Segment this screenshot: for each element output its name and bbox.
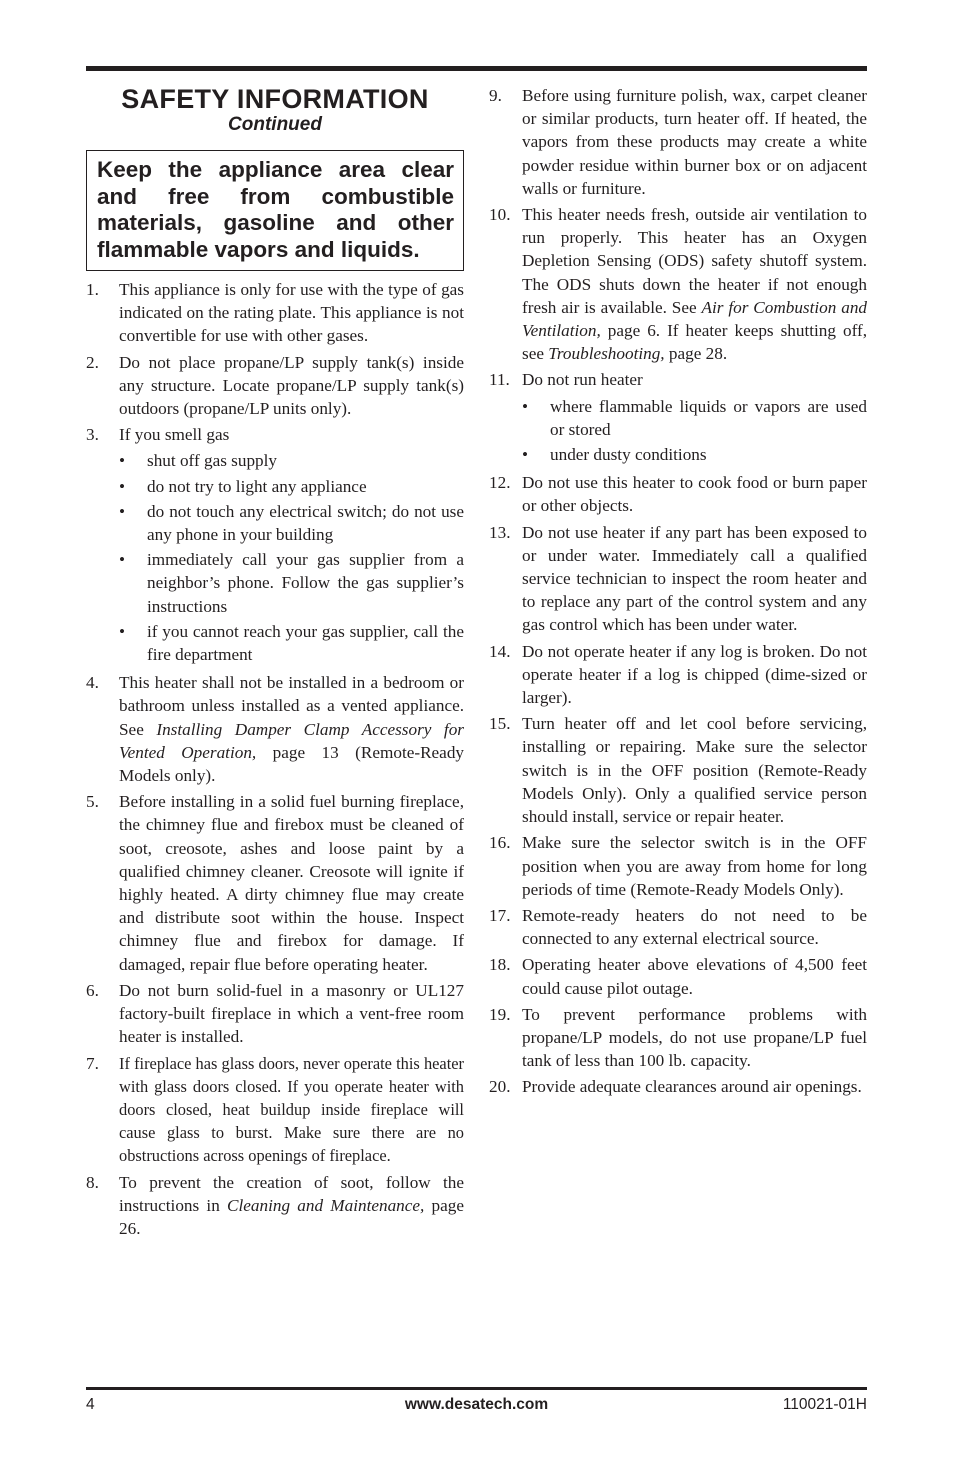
bullet-icon: • xyxy=(522,445,529,465)
list-item xyxy=(86,278,464,348)
item-text: Do not operate heater if any log is broken. Do not operate heater if a log is chipped (dime-sized or larger). xyxy=(522,641,867,708)
item-text: This appliance is only for use with the type of gas indicated on the rating plate. This appliance is not convertible for use with other gases. xyxy=(119,280,464,346)
list-item xyxy=(86,1052,464,1168)
sub-list xyxy=(522,395,867,467)
sub-item xyxy=(522,443,867,466)
item-text: Turn heater off and let cool before servicing, installing or repairing. Make sure the selector switch is in the OFF position (Remote-Ready Models Only). Only a qualified service person should install, service or repair heater. xyxy=(522,714,867,827)
list-item xyxy=(489,368,867,468)
item-text: To prevent performance problems with propane/LP models, do not use propane/LP fuel tank of less than 100 lb. capacity. xyxy=(522,1004,867,1071)
sub-item xyxy=(522,395,867,441)
item-number: 13. xyxy=(489,522,511,542)
item-text: If fireplace has glass doors, never operate this heater with glass doors closed. If you operate heater with doors closed, heat buildup inside fireplace will cause glass to burst. Make sure there are no obstructions across openings of fireplace. xyxy=(119,1053,464,1166)
list-item xyxy=(489,953,867,999)
item-number: 11. xyxy=(489,370,510,390)
item-number: 4. xyxy=(86,673,99,693)
safety-list-right xyxy=(489,84,867,1099)
sub-item-text: shut off gas supply xyxy=(147,451,278,471)
bullet-icon: • xyxy=(522,396,529,416)
item-number: 10. xyxy=(489,205,511,225)
bullet-icon: • xyxy=(119,550,126,570)
item-number: 17. xyxy=(489,905,511,925)
item-number: 2. xyxy=(86,352,99,372)
item-number: 3. xyxy=(86,425,99,445)
item-text: Do not place propane/LP supply tank(s) inside any structure. Locate propane/LP supply tank(s) outdoors (propane/LP units only). xyxy=(119,352,464,419)
item-text: Do not burn solid-fuel in a masonry or UL127 factory-built fireplace in which a vent-free room heater is installed. xyxy=(119,980,464,1047)
sub-item-text: under dusty conditions xyxy=(550,445,707,465)
item-text: This heater needs fresh, outside air ventilation to run properly. This heater has an Oxygen Depletion Sensing (ODS) safety shutoff system. The ODS shuts down the heater if not enough fresh air is available. See Air for Combustion and Ventilation, page 6. If heater keeps shutting off, see Troubleshooting, page 28. xyxy=(522,205,868,364)
item-number: 8. xyxy=(86,1172,99,1192)
cross-reference: Cleaning and Maintenance, xyxy=(227,1195,425,1215)
section-title: SAFETY INFORMATION xyxy=(121,84,429,114)
sub-item-text: where flammable liquids or vapors are used or stored xyxy=(550,396,867,439)
bullet-icon: • xyxy=(119,621,126,641)
sub-item xyxy=(119,620,464,666)
item-number: 18. xyxy=(489,955,511,975)
sub-item xyxy=(119,475,464,498)
item-number: 7. xyxy=(86,1053,99,1073)
list-item xyxy=(86,1171,464,1241)
cross-reference: Troubleshooting, xyxy=(548,344,665,364)
left-column xyxy=(86,84,464,1243)
list-item xyxy=(86,790,464,976)
cross-reference: Installing Damper Clamp Accessory for Vented Operation, xyxy=(119,719,464,762)
item-number: 5. xyxy=(86,792,99,812)
item-number: 16. xyxy=(489,833,511,853)
list-item xyxy=(86,671,464,787)
list-item xyxy=(489,84,867,200)
bottom-rule xyxy=(86,1387,867,1390)
bullet-icon: • xyxy=(119,501,126,521)
bullet-icon: • xyxy=(119,476,126,496)
item-number: 6. xyxy=(86,980,99,1000)
item-number: 19. xyxy=(489,1004,511,1024)
item-text: If you smell gas xyxy=(119,425,230,445)
right-column xyxy=(489,84,867,1102)
sub-item xyxy=(119,449,464,472)
list-item xyxy=(86,423,464,668)
item-text: Before installing in a solid fuel burning fireplace, the chimney flue and firebox must be cleaned of soot, creosote, ashes and loose paint by a qualified chimney cleaner. Creosote will ignite if highly heated. A dirty chimney flue may create and distribute soot within the house. Inspect chimney flue and firebox for damage. If damaged, repair flue before operating heater. xyxy=(119,792,464,974)
list-item xyxy=(86,979,464,1049)
list-item xyxy=(489,1003,867,1073)
sub-item-text: if you cannot reach your gas supplier, call the fire department xyxy=(147,621,464,665)
list-item xyxy=(489,521,867,637)
item-text: Provide adequate clearances around air openings. xyxy=(522,1077,862,1097)
warning-box: Keep the appliance area clear and free from combustible materials, gasoline and other flammable vapors and liquids. xyxy=(86,150,464,271)
sub-item xyxy=(119,548,464,618)
list-item xyxy=(489,203,867,365)
bullet-icon: • xyxy=(119,451,126,471)
item-text: Do not use this heater to cook food or burn paper or other objects. xyxy=(522,473,867,516)
item-text: Before using furniture polish, wax, carpet cleaner or similar products, turn heater off. If heated, the vapors from these products may create a white powder residue within burner box or on adjacent walls or furniture. xyxy=(522,86,867,198)
item-number: 12. xyxy=(489,473,511,493)
list-item xyxy=(489,471,867,517)
item-text: To prevent the creation of soot, follow the instructions in Cleaning and Maintenance, page 26. xyxy=(119,1172,464,1238)
document-code: 110021-01H xyxy=(782,1396,867,1413)
list-item xyxy=(489,904,867,950)
item-number: 15. xyxy=(489,714,511,734)
page-footer xyxy=(86,1396,867,1420)
safety-list-left xyxy=(86,278,464,1240)
list-item xyxy=(489,640,867,710)
item-text: Do not run heater xyxy=(522,370,643,390)
sub-item-text: do not touch any electrical switch; do not use any phone in your building xyxy=(147,501,464,545)
sub-item-text: immediately call your gas supplier from a neighbor’s phone. Follow the gas supplier’s instructions xyxy=(147,550,464,616)
item-text: Operating heater above elevations of 4,500 feet could cause pilot outage. xyxy=(522,955,867,998)
item-number: 1. xyxy=(86,280,99,299)
cross-reference: Air for Combustion and Ventilation, xyxy=(522,297,868,341)
section-subtitle: Continued xyxy=(228,114,322,135)
list-item xyxy=(489,1075,867,1098)
item-text: Make sure the selector switch is in the OFF position when you are away from home for long periods of time (Remote-Ready Models Only). xyxy=(522,833,867,899)
item-number: 9. xyxy=(489,86,502,105)
sub-list xyxy=(119,449,464,666)
website-link[interactable]: www.desatech.com xyxy=(404,1396,549,1413)
item-number: 14. xyxy=(489,641,511,661)
item-text: Remote-ready heaters do not need to be connected to any external electrical source. xyxy=(522,905,867,949)
sub-item xyxy=(119,500,464,546)
sub-item-text: do not try to light any appliance xyxy=(147,476,367,496)
section-header xyxy=(86,84,464,136)
list-item xyxy=(489,712,867,828)
page-number: 4 xyxy=(86,1396,95,1413)
item-text: This heater shall not be installed in a bedroom or bathroom unless installed as a vented appliance. See Installing Damper Clamp Accessory for Vented Operation, page 13 (Remote-Ready Models only). xyxy=(119,673,465,786)
list-item xyxy=(86,351,464,421)
top-rule xyxy=(86,66,867,71)
list-item xyxy=(489,831,867,901)
item-number: 20. xyxy=(489,1077,511,1097)
item-text: Do not use heater if any part has been exposed to or under water. Immediately call a qualified service technician to inspect the room heater and to replace any part of the control system and any gas control which has been under water. xyxy=(522,522,867,635)
